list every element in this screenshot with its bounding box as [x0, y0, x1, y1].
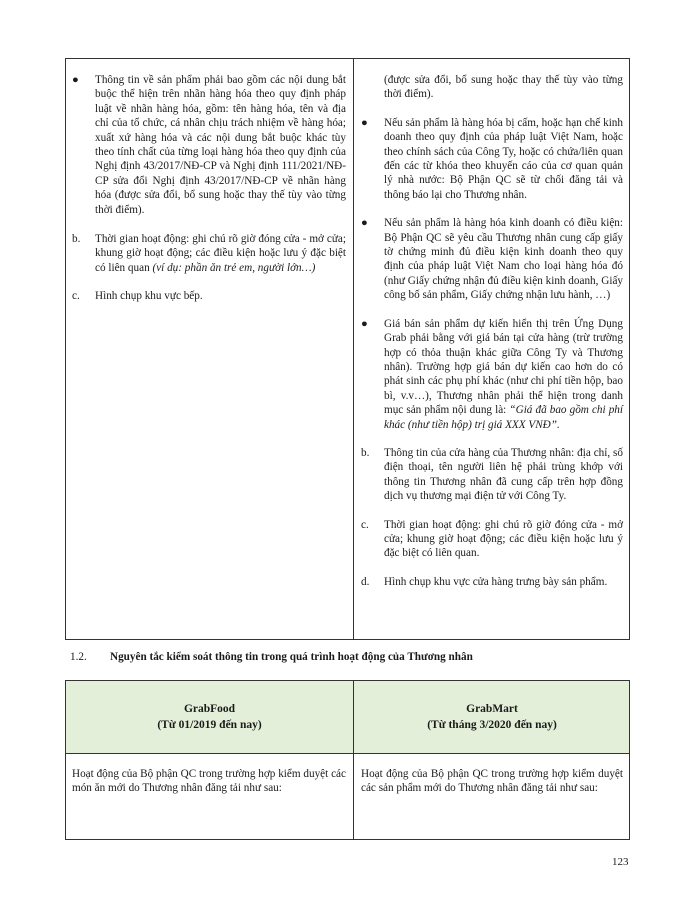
list-item — [361, 518, 623, 561]
upper-table — [65, 58, 630, 640]
list-item — [361, 216, 623, 302]
bullet-icon: ● — [361, 317, 368, 330]
list-item — [361, 73, 623, 102]
section-heading — [70, 651, 473, 663]
header-name: GrabFood — [183, 703, 236, 715]
header-period: (Từ tháng 3/2020 đến nay) — [427, 719, 557, 731]
header-name: GrabMart — [466, 703, 518, 715]
bullet-icon: ● — [72, 74, 79, 86]
item-italic-note: (ví dụ: phần ăn trẻ em, người lớn…) — [152, 261, 316, 274]
lower-table — [65, 680, 630, 840]
section-number: 1.2. — [70, 651, 87, 663]
item-text: Nếu sản phẩm là hàng hóa kinh doanh có điều kiện: Bộ Phận QC sẽ yêu cầu Thương nhân cung cấp giấy tờ chứng minh đủ điều kiện kinh doanh theo quy định của pháp luật Việt Nam cho loại hàng hóa đó (như Giấy chứng nhận đủ điều kiện kinh doanh, Giấy công bố sản phẩm, Giấy chứng nhận lưu hành, …) — [384, 217, 623, 302]
item-text: Hình chụp khu vực bếp. — [95, 290, 203, 303]
item-marker: d. — [361, 575, 370, 588]
header-period: (Từ 01/2019 đến nay) — [157, 719, 262, 731]
list-item — [72, 289, 346, 303]
list-item — [361, 446, 623, 504]
item-text: Nếu sản phẩm là hàng hóa bị cấm, hoặc hạn chế kinh doanh theo quy định của pháp luật Việt Nam, hoặc theo chính sách của Công Ty, hoặc có chứa/liên quan đến các từ khóa theo khuyến cáo của cơ quan quản lý nhà nước: Bộ Phận QC sẽ từ chối đăng tải và thông báo lại cho Thương nhân. — [384, 116, 623, 201]
list-item — [72, 73, 346, 217]
right-column — [361, 59, 623, 589]
item-marker: c. — [361, 518, 369, 531]
column-divider — [353, 681, 354, 839]
column-divider — [353, 59, 354, 639]
item-text: Thông tin của cửa hàng của Thương nhân: địa chỉ, số điện thoại, tên người liên hệ phải trùng khớp với thông tin Thương nhân đã cung cấp trên hợp đồng dịch vụ thương mại điện tử với Công Ty. — [384, 446, 623, 503]
list-item — [72, 232, 346, 275]
item-marker: c. — [72, 290, 80, 303]
list-item — [361, 575, 623, 589]
list-item — [361, 116, 623, 202]
item-text: Thông tin về sản phẩm phải bao gồm các nội dung bắt buộc thể hiện trên nhãn hàng hóa theo quy định pháp luật về nhãn hàng hóa, gồm: tên hàng hóa, tên và địa chỉ của tổ chức, cá nhân chịu trách nhiệm về hàng hóa; xuất xứ hàng hóa và các nội dung bắt buộc khác tùy theo tính chất của từng loại hàng hóa theo quy định của Nghị định 43/2017/NĐ-CP và Nghị định 111/2021/NĐ-CP sửa đổi Nghị định 43/2017/NĐ-CP về nhãn hàng hóa (được sửa đổi, bổ sung hoặc thay thế tùy vào từng thời điểm). — [95, 74, 346, 216]
bullet-icon: ● — [361, 217, 368, 230]
item-italic-note: “Giá đã bao gồm chi phí khác (như tiền hộp) trị giá XXX VNĐ”. — [384, 404, 624, 431]
item-text: Giá bán sản phẩm dự kiến hiển thị trên Ứng Dụng Grab phải bằng với giá bán tại cửa hàng (trừ trường hợp có thỏa thuận khác giữa Công Ty và Thương nhân). Trường hợp giá bán dự kiến cao hơn do có phát sinh các phụ phí khác (như chi phí tiền hộp, bao bì, v.v…), Thương nhân phải thể hiện trong danh mục sản phẩm nội dung là: — [384, 317, 623, 417]
item-text: Thời gian hoạt động: ghi chú rõ giờ đóng cửa - mở cửa; khung giờ hoạt động; các điều kiện hoặc lưu ý đặc biệt có liên quan. — [384, 518, 623, 560]
body-cell-grabmart: Hoạt động của Bộ phận QC trong trường hợp kiểm duyệt các sản phẩm mới do Thương nhân đăng tải như sau: — [361, 768, 623, 795]
table-header-row — [66, 681, 629, 754]
item-text: Thời gian hoạt động: ghi chú rõ giờ đóng cửa - mở cửa; khung giờ hoạt động; các điều kiện hoặc lưu ý đặc biệt có liên quan — [95, 233, 346, 274]
item-marker: b. — [361, 446, 370, 459]
page-number: 123 — [612, 856, 629, 868]
list-item — [361, 317, 623, 432]
bullet-icon: ● — [361, 116, 368, 129]
header-cell-grabmart — [354, 681, 630, 753]
item-text: Hình chụp khu vực cửa hàng trưng bày sản phẩm. — [384, 575, 608, 588]
item-text: (được sửa đổi, bổ sung hoặc thay thế tùy vào từng thời điểm). — [384, 74, 623, 101]
left-column — [72, 59, 346, 304]
body-cell-grabfood: Hoạt động của Bộ phận QC trong trường hợp kiểm duyệt các món ăn mới do Thương nhân đăng tải như sau: — [72, 768, 346, 795]
section-title: Nguyên tắc kiểm soát thông tin trong quá trình hoạt động của Thương nhân — [110, 651, 473, 663]
item-marker: b. — [72, 233, 81, 246]
header-cell-grabfood — [66, 681, 353, 753]
